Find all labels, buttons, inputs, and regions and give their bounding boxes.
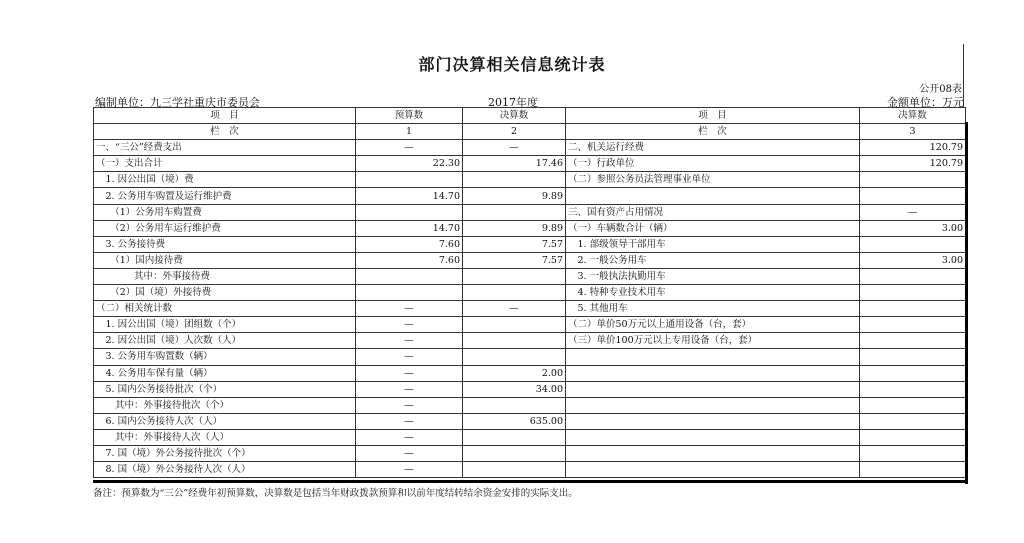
table-row	[94, 172, 966, 188]
right-item-cell	[566, 413, 860, 429]
budget-cell: —	[356, 429, 463, 445]
right-item-cell: 5. 其他用车	[566, 301, 860, 317]
left-item-cell: （2）国（境）外接待费	[94, 285, 356, 301]
amount-unit: 金额单位：万元	[887, 96, 964, 109]
column-index-row	[94, 124, 966, 140]
actual-cell	[463, 172, 566, 188]
right-actual-cell	[860, 413, 966, 429]
right-item-cell: 三、国有资产占用情况	[566, 204, 860, 220]
actual-cell	[463, 349, 566, 365]
actual-cell	[463, 268, 566, 284]
left-item-cell: 2. 因公出国（境）人次数（人）	[94, 333, 356, 349]
table-row	[94, 333, 966, 349]
budget-cell: —	[356, 397, 463, 413]
budget-cell: 14.70	[356, 188, 463, 204]
right-actual-cell	[860, 268, 966, 284]
table-row	[94, 462, 966, 478]
right-item-cell: 4. 特种专业技术用车	[566, 285, 860, 301]
right-actual-cell	[860, 429, 966, 445]
right-actual-cell	[860, 236, 966, 252]
right-item-cell	[566, 188, 860, 204]
table-row	[94, 156, 966, 172]
right-item-cell: （二）单价50万元以上通用设备（台，套）	[566, 317, 860, 333]
right-actual-cell	[860, 172, 966, 188]
budget-cell: —	[356, 365, 463, 381]
budget-cell: —	[356, 140, 463, 156]
budget-cell	[356, 285, 463, 301]
budget-cell: —	[356, 301, 463, 317]
statistics-table	[93, 107, 966, 478]
budget-cell: —	[356, 333, 463, 349]
budget-cell: —	[356, 413, 463, 429]
page-title: 部门决算相关信息统计表	[418, 55, 606, 74]
actual-cell: —	[463, 301, 566, 317]
right-actual-cell	[860, 301, 966, 317]
right-item-cell: （一）行政单位	[566, 156, 860, 172]
column-index-2: 2	[463, 124, 566, 140]
header-actual-right: 决算数	[860, 108, 966, 124]
table-row	[94, 397, 966, 413]
budget-cell: 22.30	[356, 156, 463, 172]
right-item-cell: （二）参照公务员法管理事业单位	[566, 172, 860, 188]
left-item-cell: 8. 国（境）外公务接待人次（人）	[94, 462, 356, 478]
table-row	[94, 188, 966, 204]
table-row	[94, 317, 966, 333]
left-item-cell: （2）公务用车运行维护费	[94, 220, 356, 236]
right-actual-cell	[860, 445, 966, 461]
actual-cell: 34.00	[463, 381, 566, 397]
table-row	[94, 236, 966, 252]
right-actual-cell	[860, 397, 966, 413]
column-index-label: 栏 次	[94, 124, 356, 140]
left-item-cell: 其中：外事接待批次（个）	[94, 397, 356, 413]
actual-cell: 9.89	[463, 188, 566, 204]
actual-cell: 17.46	[463, 156, 566, 172]
budget-cell: —	[356, 462, 463, 478]
actual-cell: 9.89	[463, 220, 566, 236]
budget-cell: —	[356, 317, 463, 333]
left-item-cell: 其中：外事接待人次（人）	[94, 429, 356, 445]
actual-cell	[463, 397, 566, 413]
reporting-unit: 编制单位：九三学社重庆市委员会	[95, 96, 260, 109]
left-item-cell: 2. 公务用车购置及运行维护费	[94, 188, 356, 204]
left-item-cell: 5. 国内公务接待批次（个）	[94, 381, 356, 397]
header-actual: 决算数	[463, 108, 566, 124]
budget-cell: —	[356, 381, 463, 397]
right-item-cell	[566, 429, 860, 445]
table-row	[94, 220, 966, 236]
left-item-cell: （1）国内接待费	[94, 252, 356, 268]
right-actual-cell	[860, 333, 966, 349]
left-item-cell: 7. 国（境）外公务接待批次（个）	[94, 445, 356, 461]
left-item-cell: 一、“三公”经费支出	[94, 140, 356, 156]
left-item-cell: （1）公务用车购置费	[94, 204, 356, 220]
table-shadow-right	[965, 122, 968, 484]
actual-cell	[463, 445, 566, 461]
table-row	[94, 140, 966, 156]
left-item-cell: 3. 公务接待费	[94, 236, 356, 252]
left-item-cell: 其中：外事接待费	[94, 268, 356, 284]
actual-cell: 7.57	[463, 252, 566, 268]
budget-cell: 14.70	[356, 220, 463, 236]
table-row	[94, 204, 966, 220]
right-actual-cell	[860, 188, 966, 204]
table-row	[94, 413, 966, 429]
actual-cell: 7.57	[463, 236, 566, 252]
right-actual-cell	[860, 317, 966, 333]
right-item-cell: 3. 一般执法执勤用车	[566, 268, 860, 284]
header-item: 项 目	[94, 108, 356, 124]
column-index-3: 3	[860, 124, 966, 140]
right-item-cell: （一）车辆数合计（辆）	[566, 220, 860, 236]
left-item-cell: 3. 公务用车购置数（辆）	[94, 349, 356, 365]
actual-cell	[463, 317, 566, 333]
left-item-cell: 6. 国内公务接待人次（人）	[94, 413, 356, 429]
table-row	[94, 301, 966, 317]
header-budget: 预算数	[356, 108, 463, 124]
table-header-row	[94, 108, 966, 124]
right-actual-cell: 3.00	[860, 252, 966, 268]
table-row	[94, 429, 966, 445]
budget-cell	[356, 268, 463, 284]
right-actual-cell	[860, 349, 966, 365]
table-row	[94, 349, 966, 365]
actual-cell	[463, 204, 566, 220]
right-item-cell: 2. 一般公务用车	[566, 252, 860, 268]
right-item-cell: （三）单价100万元以上专用设备（台，套）	[566, 333, 860, 349]
table-row	[94, 285, 966, 301]
table-shadow-bottom	[93, 480, 968, 483]
budget-cell: 7.60	[356, 252, 463, 268]
table-row	[94, 445, 966, 461]
right-actual-cell	[860, 381, 966, 397]
table-row	[94, 268, 966, 284]
column-index-label-right: 栏 次	[566, 124, 860, 140]
right-item-cell	[566, 349, 860, 365]
right-item-cell	[566, 397, 860, 413]
left-item-cell: （一）支出合计	[94, 156, 356, 172]
right-actual-cell	[860, 365, 966, 381]
footnote: 备注：预算数为“三公”经费年初预算数，决算数是包括当年财政拨款预算和以前年度结转结余资金安排的实际支出。	[93, 488, 578, 499]
actual-cell	[463, 333, 566, 349]
form-code: 公开08表	[919, 84, 962, 95]
table-row	[94, 381, 966, 397]
header-item-right: 项 目	[566, 108, 860, 124]
right-item-cell	[566, 445, 860, 461]
right-item-cell: 1. 部级领导干部用车	[566, 236, 860, 252]
left-item-cell: 1. 因公出国（境）费	[94, 172, 356, 188]
right-item-cell: 二、机关运行经费	[566, 140, 860, 156]
right-actual-cell: 120.79	[860, 140, 966, 156]
actual-cell: —	[463, 140, 566, 156]
table-row	[94, 365, 966, 381]
right-actual-cell: 3.00	[860, 220, 966, 236]
actual-cell	[463, 462, 566, 478]
budget-cell: 7.60	[356, 236, 463, 252]
table-row	[94, 252, 966, 268]
actual-cell: 2.00	[463, 365, 566, 381]
budget-cell: —	[356, 349, 463, 365]
right-actual-cell	[860, 285, 966, 301]
left-item-cell: （二）相关统计数	[94, 301, 356, 317]
right-item-cell	[566, 462, 860, 478]
report-year: 2017年度	[488, 96, 538, 109]
budget-cell: —	[356, 445, 463, 461]
column-index-1: 1	[356, 124, 463, 140]
right-item-cell	[566, 381, 860, 397]
left-item-cell: 1. 因公出国（境）团组数（个）	[94, 317, 356, 333]
actual-cell	[463, 429, 566, 445]
right-actual-cell: —	[860, 204, 966, 220]
actual-cell: 635.00	[463, 413, 566, 429]
right-item-cell	[566, 365, 860, 381]
budget-cell	[356, 204, 463, 220]
budget-cell	[356, 172, 463, 188]
right-actual-cell	[860, 462, 966, 478]
right-actual-cell: 120.79	[860, 156, 966, 172]
actual-cell	[463, 285, 566, 301]
left-item-cell: 4. 公务用车保有量（辆）	[94, 365, 356, 381]
